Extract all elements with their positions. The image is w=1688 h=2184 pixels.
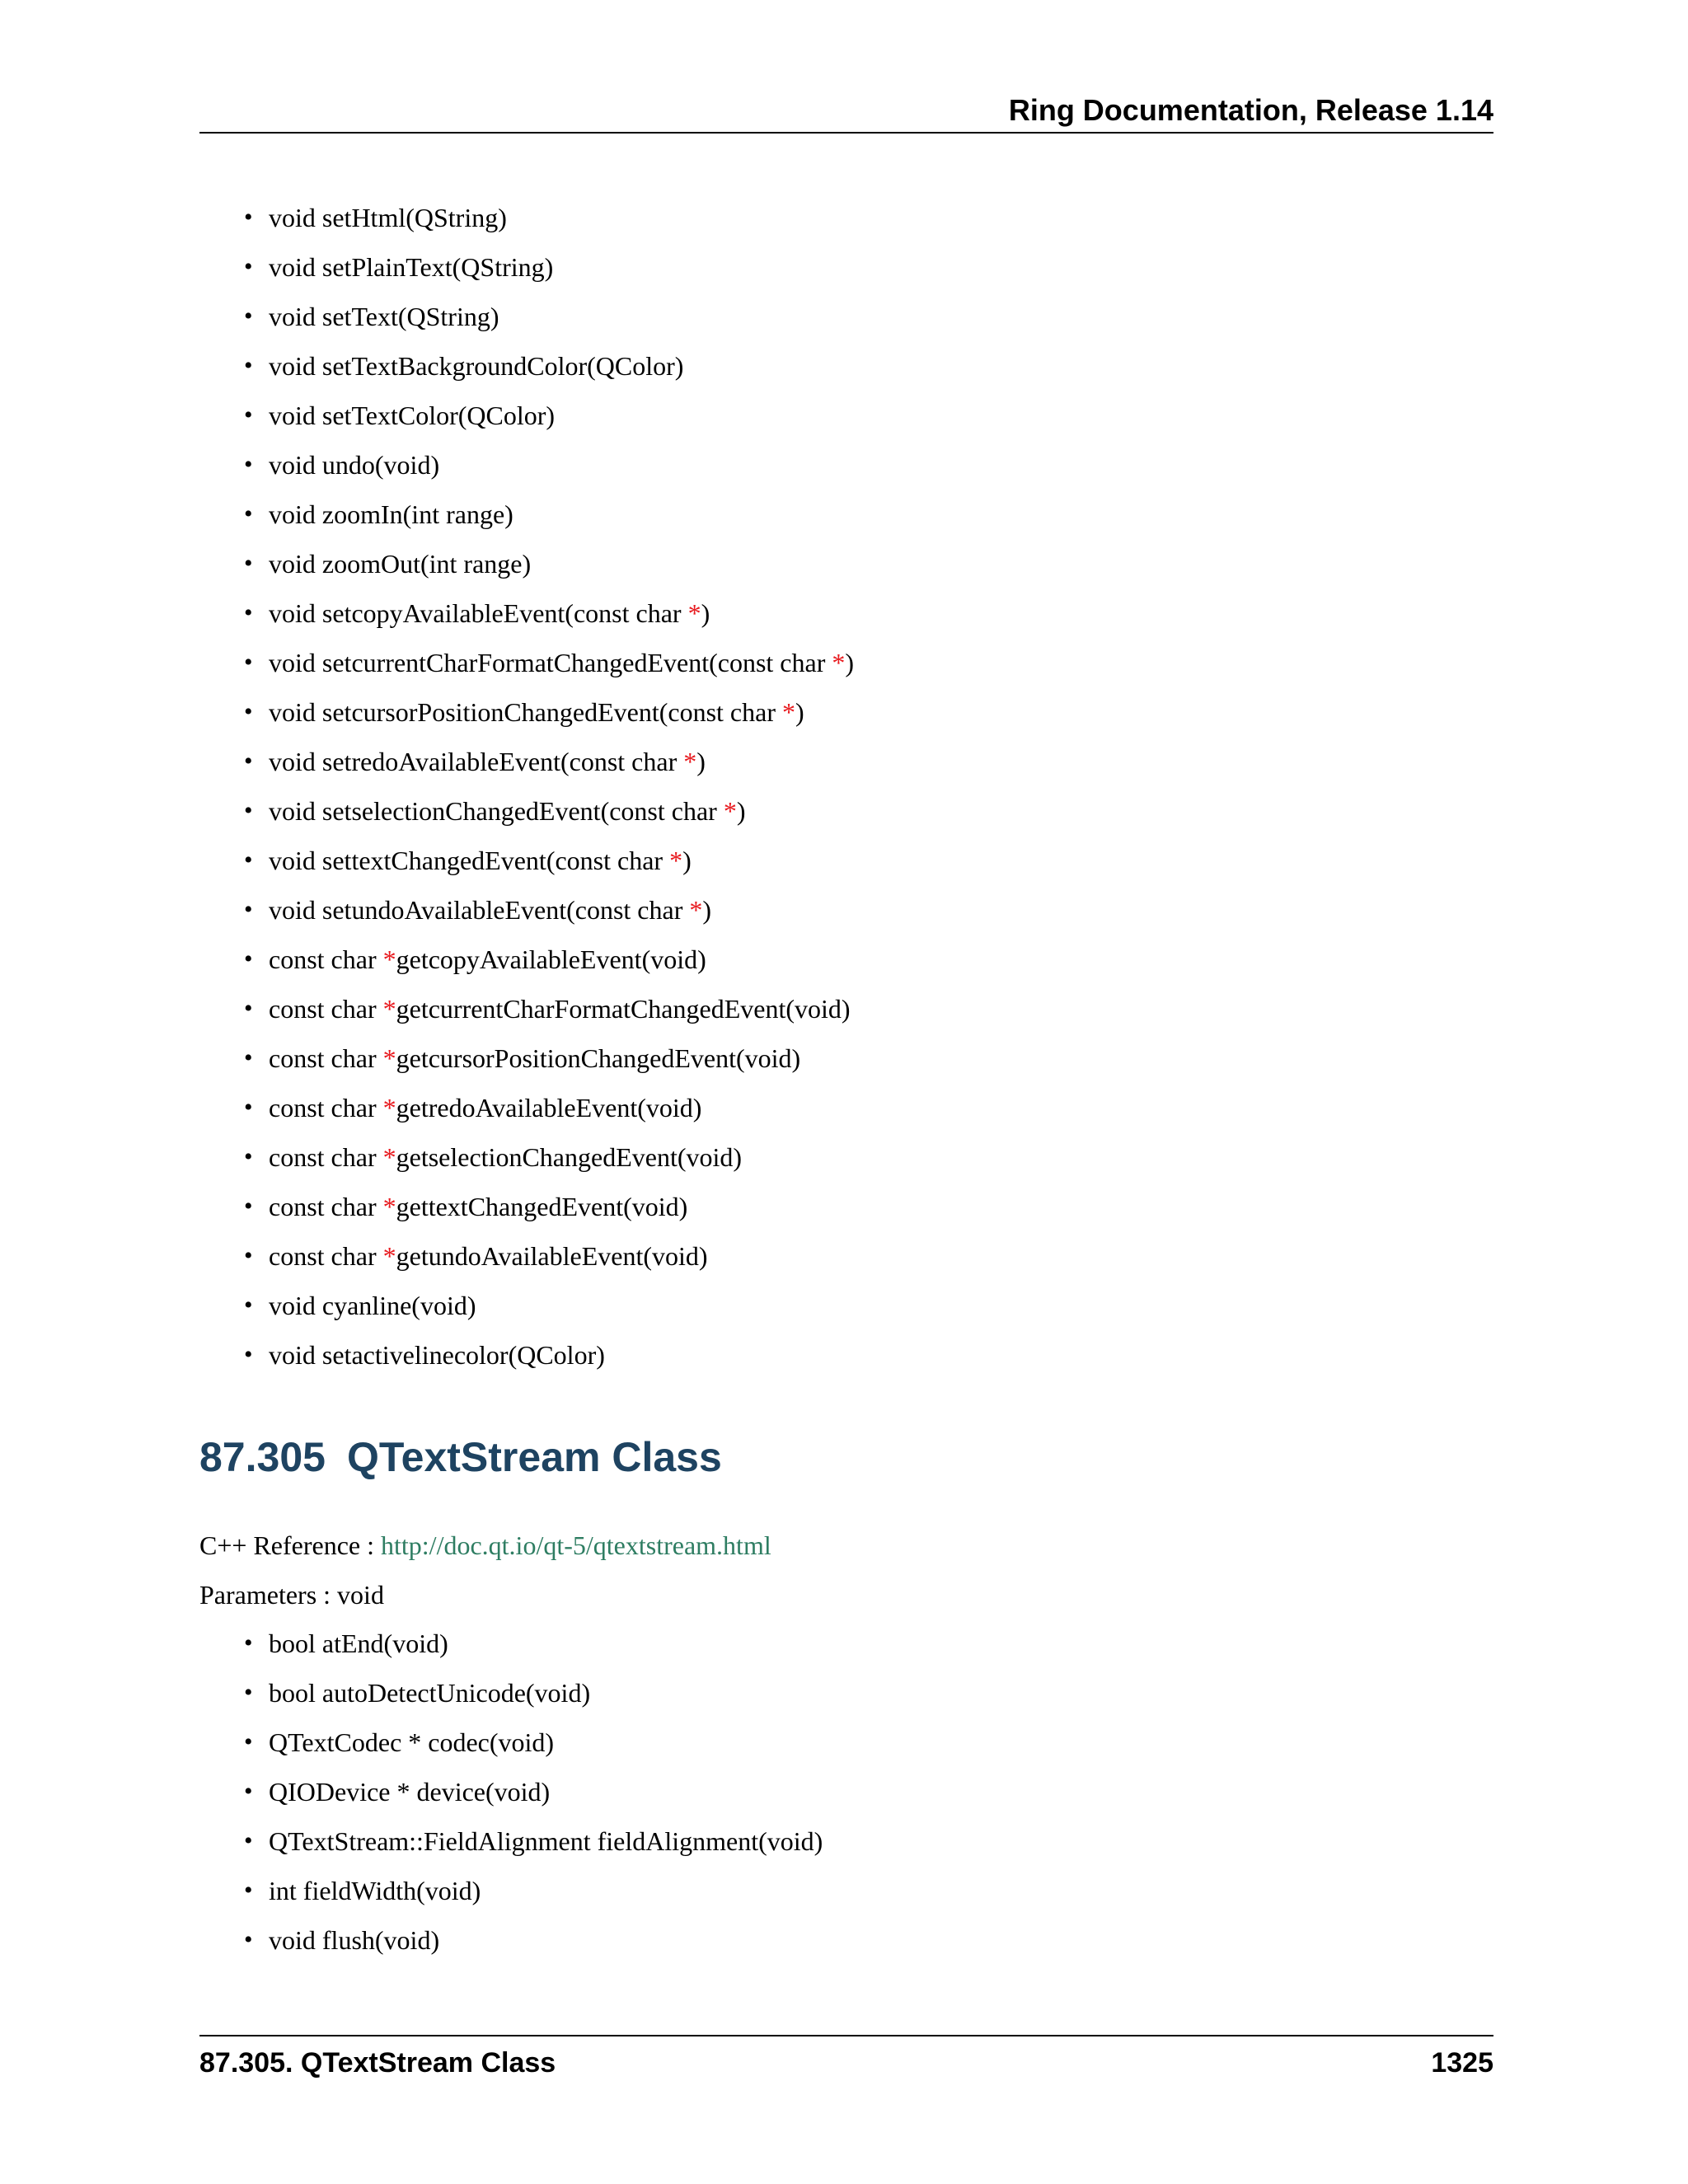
- list-item: [244, 1866, 823, 1915]
- method-signature: void setTextColor(QColor): [269, 401, 556, 430]
- list-item: [244, 292, 854, 341]
- method-signature-start: const char: [269, 1043, 383, 1073]
- list-item: [244, 885, 854, 935]
- method-signature: QTextCodec * codec(void): [269, 1727, 555, 1757]
- list-item: [244, 341, 854, 391]
- list-item: [244, 786, 854, 836]
- method-signature-end: ): [701, 598, 710, 628]
- parameters-line: Parameters : void: [199, 1580, 384, 1610]
- method-signature-start: void setredoAvailableEvent(const char: [269, 747, 684, 776]
- method-signature-end: gettextChangedEvent(void): [396, 1192, 688, 1221]
- method-signature: void cyanline(void): [269, 1291, 476, 1320]
- list-item: [244, 1668, 823, 1718]
- method-signature-start: const char: [269, 1142, 383, 1172]
- method-signature-start: const char: [269, 944, 383, 974]
- method-signature-start: void setcopyAvailableEvent(const char: [269, 598, 688, 628]
- method-signature-end: ): [736, 796, 746, 826]
- list-item: [244, 1767, 823, 1816]
- list-item: [244, 687, 854, 737]
- method-signature-end: ): [696, 747, 706, 776]
- list-item: [244, 836, 854, 885]
- method-list-bottom: [244, 1619, 823, 1965]
- method-signature: QTextStream::FieldAlignment fieldAlignment(void): [269, 1826, 823, 1856]
- page-footer: [199, 2035, 1493, 2086]
- list-item: [244, 984, 854, 1033]
- method-signature-end: ): [845, 648, 854, 677]
- list-item: [244, 440, 854, 490]
- method-signature-end: getredoAvailableEvent(void): [396, 1093, 702, 1122]
- method-signature: void setText(QString): [269, 302, 499, 331]
- list-item: [244, 1132, 854, 1182]
- method-signature: void zoomOut(int range): [269, 549, 532, 579]
- method-signature-end: getselectionChangedEvent(void): [396, 1142, 743, 1172]
- pointer-asterisk: *: [683, 747, 697, 776]
- list-item: [244, 1033, 854, 1083]
- document-title: Ring Documentation, Release 1.14: [1008, 93, 1493, 127]
- list-item: [244, 1083, 854, 1132]
- method-signature: void setTextBackgroundColor(QColor): [269, 351, 684, 381]
- list-item: [244, 737, 854, 786]
- method-signature-end: getcopyAvailableEvent(void): [396, 944, 706, 974]
- pointer-asterisk: *: [382, 1241, 396, 1271]
- list-item: [244, 638, 854, 687]
- page-header: [199, 92, 1493, 134]
- method-signature: QIODevice * device(void): [269, 1777, 551, 1807]
- method-signature: void setactivelinecolor(QColor): [269, 1340, 605, 1370]
- reference-link[interactable]: http://doc.qt.io/qt-5/qtextstream.html: [381, 1530, 771, 1560]
- list-item: [244, 1718, 823, 1767]
- list-item: [244, 242, 854, 292]
- list-item: [244, 588, 854, 638]
- pointer-asterisk: *: [382, 1192, 396, 1221]
- method-signature: void setHtml(QString): [269, 203, 507, 232]
- pointer-asterisk: *: [689, 895, 703, 925]
- method-signature-end: getcurrentCharFormatChangedEvent(void): [396, 994, 851, 1024]
- list-item: [244, 1330, 854, 1380]
- pointer-asterisk: *: [382, 1093, 396, 1122]
- pointer-asterisk: *: [687, 598, 701, 628]
- page-number: 1325: [1431, 2047, 1493, 2079]
- pointer-asterisk: *: [723, 796, 737, 826]
- method-signature-start: void setundoAvailableEvent(const char: [269, 895, 690, 925]
- pointer-asterisk: *: [382, 1142, 396, 1172]
- list-item: [244, 391, 854, 440]
- method-signature: void flush(void): [269, 1925, 440, 1955]
- method-signature: bool atEnd(void): [269, 1629, 448, 1658]
- method-signature-start: void settextChangedEvent(const char: [269, 846, 670, 875]
- method-signature-end: getcursorPositionChangedEvent(void): [396, 1043, 801, 1073]
- list-item: [244, 490, 854, 539]
- list-item: [244, 1915, 823, 1965]
- list-item: [244, 1816, 823, 1866]
- list-item: [244, 1231, 854, 1281]
- method-signature: int fieldWidth(void): [269, 1876, 481, 1905]
- section-number: 87.305: [199, 1434, 326, 1480]
- method-signature: void undo(void): [269, 450, 440, 480]
- method-signature-start: void setselectionChangedEvent(const char: [269, 796, 724, 826]
- method-list-top: [244, 193, 854, 1380]
- list-item: [244, 193, 854, 242]
- method-signature: void zoomIn(int range): [269, 499, 513, 529]
- list-item: [244, 1281, 854, 1330]
- method-signature-start: void setcurrentCharFormatChangedEvent(const char: [269, 648, 832, 677]
- list-item: [244, 539, 854, 588]
- method-signature-start: const char: [269, 994, 383, 1024]
- reference-label: C++ Reference :: [199, 1530, 381, 1560]
- method-signature-start: const char: [269, 1192, 383, 1221]
- method-signature: void setPlainText(QString): [269, 252, 554, 282]
- method-signature: bool autoDetectUnicode(void): [269, 1678, 591, 1708]
- method-signature-end: getundoAvailableEvent(void): [396, 1241, 708, 1271]
- method-signature-start: const char: [269, 1093, 383, 1122]
- method-signature-start: void setcursorPositionChangedEvent(const char: [269, 697, 782, 727]
- pointer-asterisk: *: [832, 648, 846, 677]
- method-signature-end: ): [795, 697, 804, 727]
- footer-section: 87.305. QTextStream Class: [199, 2047, 556, 2079]
- method-signature-start: const char: [269, 1241, 383, 1271]
- list-item: [244, 935, 854, 984]
- method-signature-end: ): [682, 846, 692, 875]
- cpp-reference: [199, 1527, 771, 1563]
- pointer-asterisk: *: [669, 846, 683, 875]
- section-title-text: QTextStream Class: [346, 1434, 722, 1480]
- list-item: [244, 1182, 854, 1231]
- section-heading: [199, 1430, 722, 1484]
- pointer-asterisk: *: [781, 697, 795, 727]
- method-signature-end: ): [702, 895, 712, 925]
- pointer-asterisk: *: [382, 994, 396, 1024]
- pointer-asterisk: *: [382, 944, 396, 974]
- pointer-asterisk: *: [382, 1043, 396, 1073]
- list-item: [244, 1619, 823, 1668]
